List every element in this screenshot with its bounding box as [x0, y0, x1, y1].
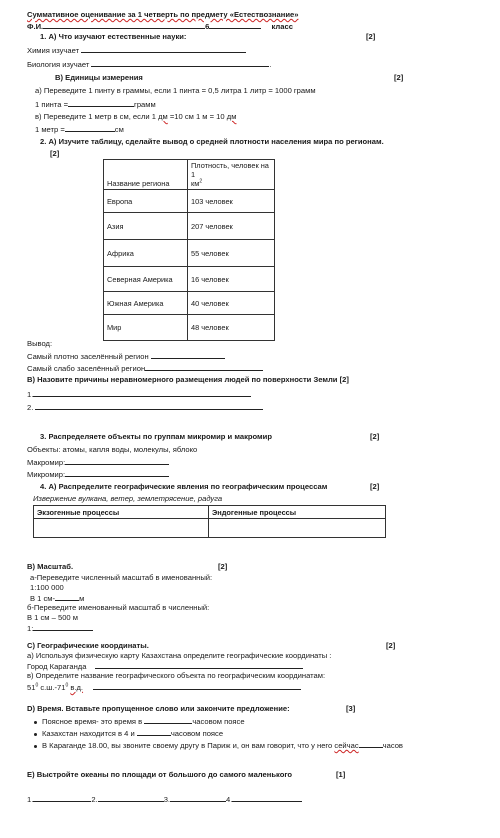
meter-answer-line: [35, 124, 124, 134]
scale-b-value: В 1 см – 500 м: [27, 613, 78, 622]
meter-question-pre: в) Переведите 1 метр в см, если 1: [35, 112, 156, 121]
bullet-2-post: часовом поясе: [170, 729, 224, 738]
bullet-item: [34, 740, 403, 750]
q3-title: 3. Распределяете объекты по группам микромир и макромир: [40, 432, 272, 441]
scale-a-value: 1:100 000: [30, 583, 64, 592]
endogenous-header: Эндогенные процессы: [209, 506, 386, 519]
exogenous-answer-cell[interactable]: [34, 519, 209, 538]
meter-question-dm2: дм: [226, 112, 237, 121]
q1-a-points: [2]: [366, 32, 376, 41]
table-cell-density: 55 человек: [188, 240, 275, 267]
reason-1-num: 1.: [27, 390, 34, 399]
scale-a-question: а-Переведите численный масштаб в именованный:: [30, 573, 213, 582]
grade-word: класс: [271, 22, 293, 31]
pint-answer-label: 1 пинта =: [35, 100, 69, 109]
table-cell-region: Африка: [104, 240, 188, 267]
bullet-3-now: сейчас: [334, 741, 359, 750]
chemistry-blank[interactable]: [81, 45, 246, 53]
table-header-density: [188, 160, 275, 190]
biology-end: .: [269, 60, 272, 69]
table-cell-region: Северная Америка: [104, 267, 188, 292]
q2-points: [2]: [50, 149, 60, 158]
scale-title: В) Масштаб.: [27, 562, 74, 571]
fio-label: Ф.И.: [27, 22, 44, 31]
qD-title: D) Время. Вставьте пропущенное слово или закончите предложение:: [27, 704, 290, 713]
processes-table: [33, 505, 386, 538]
processes-header-row: [34, 506, 386, 519]
macro-label: Макромир:: [27, 458, 66, 467]
density-header-line2: км: [191, 179, 200, 188]
sparsest-label: Самый слабо заселённый регион: [27, 364, 146, 373]
q1-b-points: [2]: [394, 73, 404, 82]
bullet-1-pre: Поясное время- это время в: [42, 717, 143, 726]
city-line: [27, 661, 303, 671]
exogenous-header: Экзогенные процессы: [34, 506, 209, 519]
bullet-3-pre: В Караганде 18.00, вы звоните своему другу в Париж и, он вам говорит, что у него: [42, 741, 333, 750]
bullet-item: [34, 728, 223, 738]
qC-points: [2]: [386, 641, 396, 650]
macro-line: [27, 457, 169, 467]
qE-title: E) Выстройте океаны по площади от большого до самого маленького: [27, 770, 293, 779]
ocean-3-num: 3.: [163, 795, 171, 804]
qC-b-question: в) Определите название географического объекта по географическим координатам:: [27, 671, 326, 680]
densest-label: Самый плотно заселённый регион: [27, 352, 149, 361]
student-name-line: [27, 21, 293, 31]
grade-blank[interactable]: [209, 21, 261, 29]
biology-line: [27, 59, 272, 69]
reason-2-line: [27, 402, 263, 412]
table-row: [104, 267, 275, 292]
sparsest-blank[interactable]: [145, 363, 263, 371]
scale-a-answer-label: В 1 см-: [30, 594, 56, 603]
biology-blank[interactable]: [91, 59, 272, 69]
coords-mid: с.ш.-71: [38, 683, 66, 692]
bullet-1-post: часовом поясе: [192, 717, 245, 726]
processes-answer-row: [34, 519, 386, 538]
pint-question: а) Переведите 1 пинту в граммы, если 1 пинта = 0,5 литра 1 литр = 1000 грамм: [35, 86, 316, 95]
coords-line: $51^0$ $с.ш.-71^0$ в.д.: [27, 682, 301, 692]
qD-points: [3]: [346, 704, 356, 713]
document-title-text: Суммативное оценивание за 1 четверть по предмету «Естествознание»: [27, 10, 299, 19]
table-cell-density: 103 человек: [188, 190, 275, 213]
sparsest-line: [27, 363, 263, 373]
q3-objects: Объекты: атомы, капля воды, молекулы, яблоко: [27, 445, 198, 454]
meter-question: [35, 112, 236, 121]
biology-label: Биология изучает: [27, 60, 90, 69]
scale-b-answer-blank[interactable]: [33, 623, 93, 631]
city-label: Город Караганда: [27, 662, 87, 671]
reason-1-line: [27, 389, 251, 399]
reason-2-num: 2.: [27, 403, 34, 412]
table-row: [104, 240, 275, 267]
chemistry-label: Химия изучает: [27, 46, 80, 55]
fio-blank[interactable]: [43, 21, 205, 29]
table-cell-density: 16 человек: [188, 267, 275, 292]
q2-title: 2. А) Изучите таблицу, сделайте вывод о средней плотности населения мира по регионам.: [40, 137, 384, 146]
qC-title: С) Географические координаты.: [27, 641, 149, 650]
table-header-row: [104, 160, 275, 190]
scale-b-answer-line: [27, 623, 93, 633]
population-density-table: [103, 159, 275, 341]
q4-title: 4. А) Распределите географические явления по географическим процессам: [40, 482, 328, 491]
ocean-4-blank[interactable]: [232, 794, 302, 802]
q4-items: Извержение вулкана, ветер, землетрясение, радуга: [33, 494, 223, 503]
meter-answer-unit: см: [114, 125, 124, 134]
ocean-2-num: 2.: [91, 795, 98, 804]
table-row: [104, 292, 275, 315]
table-cell-density: 207 человек: [188, 213, 275, 240]
bullet-1-blank[interactable]: [144, 716, 192, 724]
q2-b-title: В) Назовите причины неравномерного размещения людей по поверхности Земли [2]: [27, 375, 349, 384]
scale-a-answer-blank[interactable]: [55, 593, 79, 601]
meter-question-dm1: дм: [158, 112, 168, 121]
qC-a-question: а) Используя физическую карту Казахстана определите географические координаты :: [27, 651, 332, 660]
macro-blank[interactable]: [65, 457, 169, 465]
micro-label: Микромир:: [27, 470, 66, 479]
reason-1-blank[interactable]: [33, 389, 251, 397]
bullet-dot: [34, 745, 37, 748]
bullet-2-pre: Казахстан находится в 4 и: [42, 729, 135, 738]
scale-a-answer-line: [30, 593, 84, 603]
density-header-line1: Плотность, человек на 1: [191, 161, 269, 179]
meter-answer-blank[interactable]: [65, 124, 115, 132]
pint-answer-blank[interactable]: [68, 99, 134, 107]
bullet-dot: [34, 733, 37, 736]
oceans-answer-line: [27, 794, 302, 804]
bullet-item: [34, 716, 245, 726]
scale-points: [2]: [218, 562, 228, 571]
city-blank[interactable]: [95, 661, 303, 669]
bullet-3-post: часов: [382, 741, 403, 750]
table-cell-density: 48 человек: [188, 315, 275, 341]
document-title: [27, 10, 298, 19]
endogenous-answer-cell[interactable]: [209, 519, 386, 538]
q3-points: [2]: [370, 432, 380, 441]
ocean-2-blank[interactable]: [98, 794, 164, 802]
bullet-dot: [34, 721, 37, 724]
pint-answer-unit: грамм: [134, 100, 156, 109]
scale-b-answer-label: 1:: [27, 624, 34, 633]
table-header-region: Название региона: [104, 160, 188, 190]
table-cell-region: Мир: [104, 315, 188, 341]
table-row: [104, 213, 275, 240]
scale-b-question: б-Переведите именованный масштаб в численный:: [27, 603, 210, 612]
qE-points: [1]: [336, 770, 346, 779]
ocean-1-num: 1.: [27, 795, 34, 804]
meter-answer-label: 1 метр =: [35, 125, 65, 134]
conclusion-label: Вывод:: [27, 339, 53, 348]
table-cell-region: Южная Америка: [104, 292, 188, 315]
ocean-4-num: 4.: [226, 795, 233, 804]
densest-blank[interactable]: [151, 351, 225, 359]
meter-question-mid: =10 см 1 м = 10: [169, 112, 225, 121]
q1-b-title: В) Единицы измерения: [55, 73, 143, 82]
table-row: [104, 190, 275, 213]
coords-blank[interactable]: [93, 682, 301, 690]
q4-points: [2]: [370, 482, 380, 491]
densest-line: [27, 351, 225, 361]
q1-a-title: 1. А) Что изучают естественные науки:: [40, 32, 187, 41]
table-cell-region: Азия: [104, 213, 188, 240]
table-cell-region: Европа: [104, 190, 188, 213]
coords-lon-unit: в.д.: [70, 683, 84, 692]
density-header-sup: 2: [199, 178, 203, 185]
ocean-1-blank[interactable]: [33, 794, 91, 802]
micro-blank[interactable]: [65, 469, 169, 477]
scale-a-answer-unit: м: [79, 594, 85, 603]
table-row: [104, 315, 275, 341]
chemistry-line: [27, 45, 246, 55]
micro-line: [27, 469, 169, 479]
reason-2-blank[interactable]: [35, 402, 263, 410]
pint-answer-line: [35, 99, 156, 109]
grade-number: 6: [205, 22, 210, 31]
coords-lat: 51: [27, 683, 36, 692]
bullet-2-blank[interactable]: [137, 728, 171, 736]
bullet-3-blank[interactable]: [359, 740, 383, 748]
ocean-3-blank[interactable]: [170, 794, 226, 802]
table-cell-density: 40 человек: [188, 292, 275, 315]
